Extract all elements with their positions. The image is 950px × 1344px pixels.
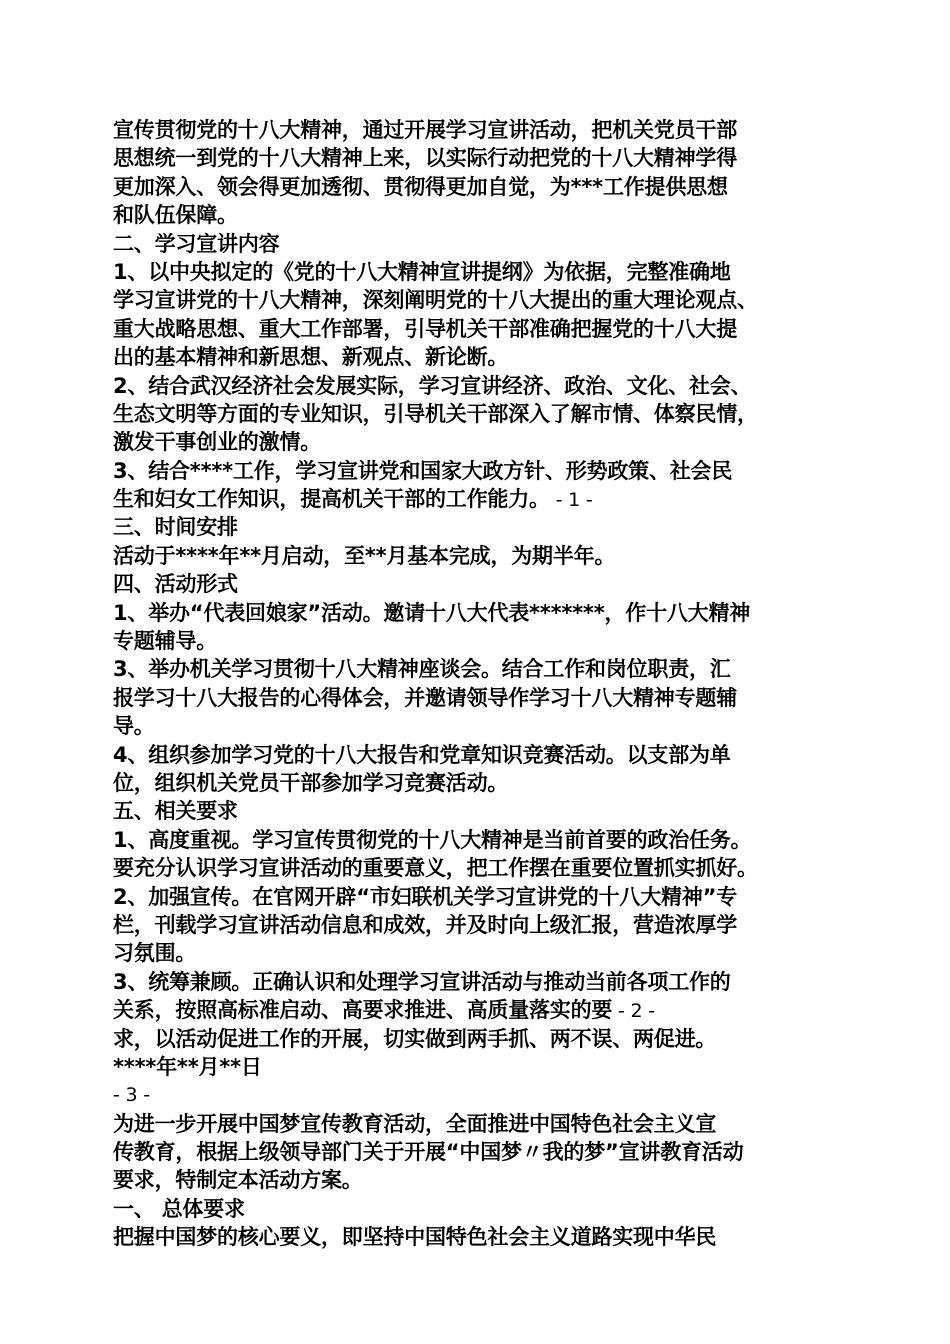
text-line: 活动于****年**月启动，至**月基本完成，为期半年。 — [113, 543, 616, 568]
text-line-with-page-number — [113, 996, 843, 1024]
text-line: 更加深入、领会得更加透彻、贯彻得更加自觉，为***工作提供思想 — [113, 174, 728, 199]
section-heading: 三、时间安排 — [113, 515, 238, 540]
section-heading: 一、 总体要求 — [113, 1196, 245, 1221]
text-line: 要充分认识学习宣讲活动的重要意义，把工作摆在重要位置抓实抓好。 — [113, 856, 758, 881]
text-line: 为进一步开展中国梦宣传教育活动，全面推进中国特色社会主义宣 — [113, 1111, 717, 1136]
text-line: 导。 — [113, 714, 155, 739]
text-line: 1、举办“代表回娘家”活动。邀请十八大代表*******，作十八大精神 — [113, 600, 751, 625]
text-line: 2、结合武汉经济社会发展实际，学习宣讲经济、政治、文化、社会、 — [113, 373, 752, 398]
text-line: 把握中国梦的核心要义，即坚持中国特色社会主义道路实现中华民 — [113, 1225, 717, 1250]
page-number: - 1 - — [549, 489, 593, 512]
text-line: 要求，特制定本活动方案。 — [113, 1168, 363, 1193]
text-line: 专题辅导。 — [113, 629, 217, 654]
text-line: 1、高度重视。学习宣传贯彻党的十八大精神是当前首要的政治任务。 — [113, 827, 752, 852]
text-line: 出的基本精神和新思想、新观点、新论断。 — [113, 345, 509, 370]
text-line: 习氛围。 — [113, 941, 197, 966]
text-line: 和队伍保障。 — [113, 203, 238, 228]
text-segment: 关系，按照高标准启动、高要求推进、高质量落实的要 — [113, 998, 613, 1023]
text-line: 重大战略思想、重大工作部署，引导机关干部准确把握党的十八大提 — [113, 316, 737, 341]
text-line: 思想统一到党的十八大精神上来，以实际行动把党的十八大精神学得 — [113, 146, 737, 171]
text-line: 激发干事创业的激情。 — [113, 430, 321, 455]
text-line: 位，组织机关党员干部参加学习竞赛活动。 — [113, 770, 509, 795]
page-number: - 3 - — [113, 1084, 150, 1107]
text-line: 1、以中央拟定的《党的十八大精神宣讲提纲》为依据，完整准确地 — [113, 259, 731, 284]
section-heading: 四、活动形式 — [113, 572, 238, 597]
date-line: ****年**月**日 — [113, 1054, 262, 1079]
text-line-with-page-number — [113, 485, 843, 513]
text-line: 学习宣讲党的十八大精神，深刻阐明党的十八大提出的重大理论观点、 — [113, 288, 758, 313]
text-line: 宣传贯彻党的十八大精神，通过开展学习宣讲活动，把机关党员干部 — [113, 118, 737, 142]
text-line: 3、举办机关学习贯彻十八大精神座谈会。结合工作和岗位职责，汇 — [113, 657, 731, 682]
text-line: 栏，刊载学习宣讲活动信息和成效，并及时向上级汇报，营造浓厚学 — [113, 912, 737, 937]
page-number: - 2 - — [612, 1000, 655, 1023]
text-line: 3、结合****工作，学习宣讲党和国家大政方针、形势政策、社会民 — [113, 458, 733, 483]
text-line: 3、统筹兼顾。正确认识和处理学习宣讲活动与推动当前各项工作的 — [113, 969, 731, 994]
text-line: 2、加强宣传。在官网开辟“市妇联机关学习宣讲党的十八大精神”专 — [113, 884, 738, 909]
text-line: 报学习十八大报告的心得体会，并邀请领导作学习十八大精神专题辅 — [113, 685, 737, 710]
text-line: 传教育，根据上级领导部门关于开展“中国梦〃我的梦”宣讲教育活动 — [113, 1140, 744, 1165]
text-line: 生态文明等方面的专业知识，引导机关干部深入了解市情、体察民情， — [113, 401, 758, 426]
text-line: 求，以活动促进工作的开展，切实做到两手抓、两不误、两促进。 — [113, 1026, 717, 1051]
text-line: 4、组织参加学习党的十八大报告和党章知识竞赛活动。以支部为单 — [113, 742, 731, 767]
text-segment: 生和妇女工作知识，提高机关干部的工作能力。 — [113, 487, 550, 512]
document-body — [113, 116, 843, 1252]
section-heading: 二、学习宣讲内容 — [113, 231, 280, 256]
section-heading: 五、相关要求 — [113, 799, 238, 824]
